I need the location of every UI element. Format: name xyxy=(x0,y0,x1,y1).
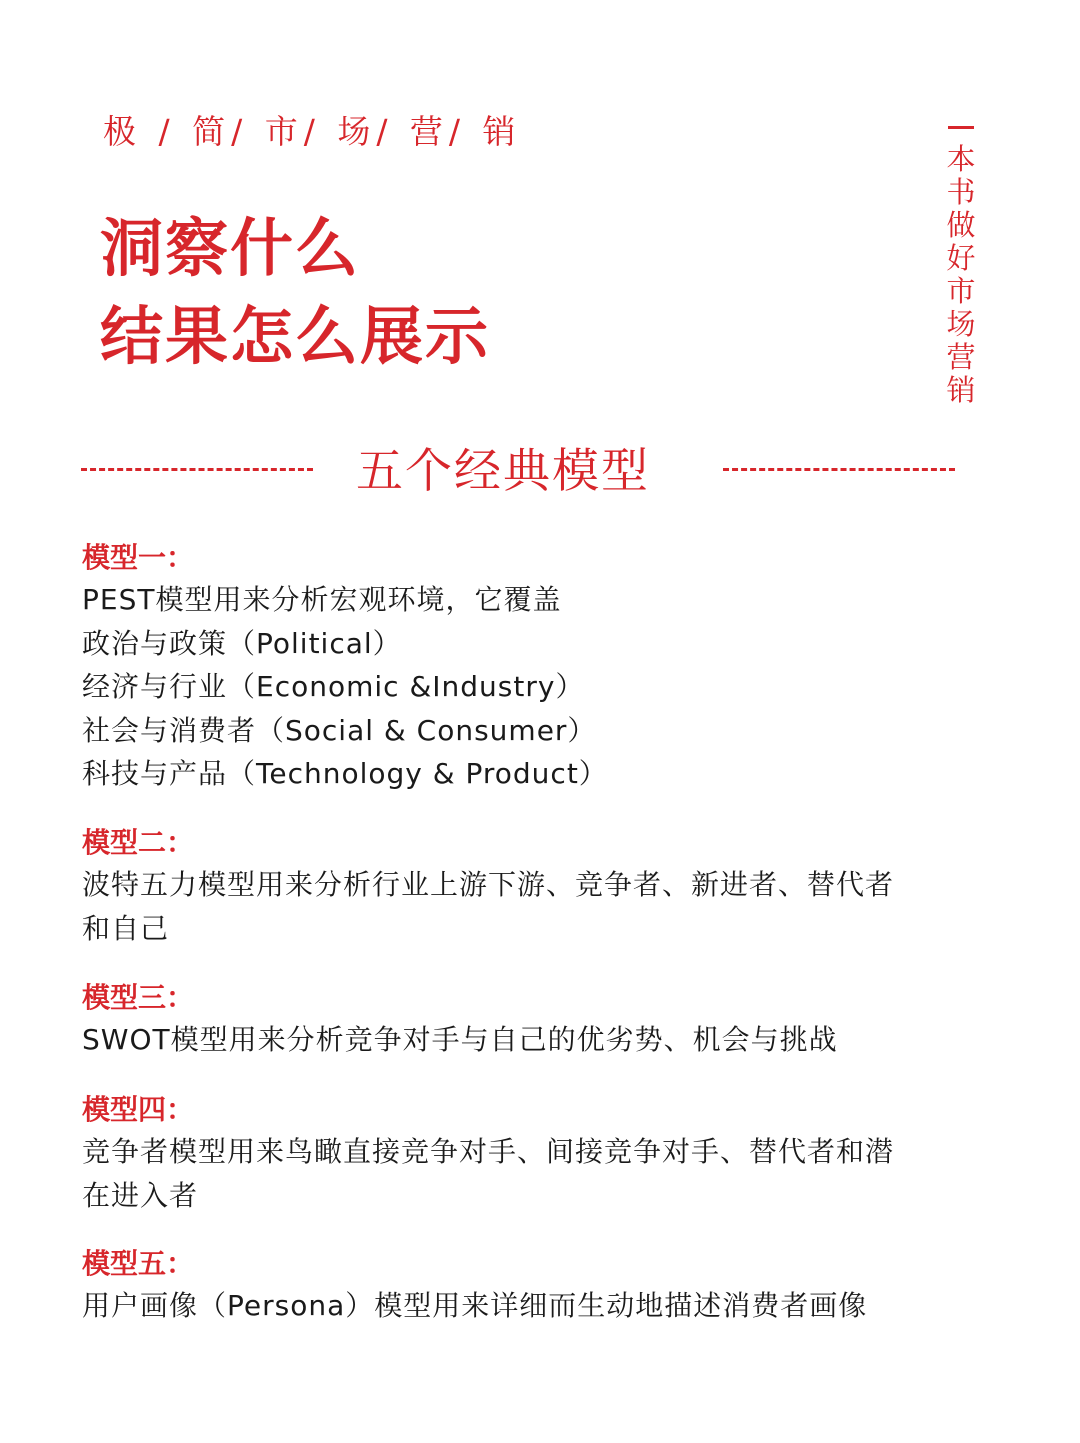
headline-line-2: 结果怎么展示 xyxy=(100,300,490,373)
headline-line-1: 洞察什么 xyxy=(100,212,360,285)
model-block-3 xyxy=(82,978,1002,1062)
model-text-line: SWOT模型用来分析竞争对手与自己的优劣势、机会与挑战 xyxy=(82,1023,838,1056)
tagline-char: 市 xyxy=(946,274,976,308)
model-block-2 xyxy=(82,823,1002,950)
model-heading: 模型四： xyxy=(82,1093,195,1126)
model-block-4 xyxy=(82,1090,1002,1217)
section-header xyxy=(78,440,963,504)
model-heading: 模型二： xyxy=(82,826,195,859)
model-text-line: 政治与政策（Political） xyxy=(82,626,402,660)
model-text-line: 波特五力模型用来分析行业上游下游、竞争者、新进者、替代者 xyxy=(82,868,895,901)
model-heading: 模型一： xyxy=(82,541,195,574)
tagline-char: 做 xyxy=(946,208,976,242)
tagline-char: 本 xyxy=(946,142,976,176)
tagline-char: 场 xyxy=(946,307,976,341)
dashed-divider-left xyxy=(81,468,313,471)
vertical-tagline xyxy=(944,118,978,407)
model-text-line: 经济与行业（Economic &Industry） xyxy=(82,670,585,703)
model-block-1 xyxy=(82,538,1002,796)
model-block-5 xyxy=(82,1244,1002,1328)
headline xyxy=(100,205,490,381)
model-text-line: 科技与产品（Technology & Product） xyxy=(82,757,608,790)
model-text-line: 竞争者模型用来鸟瞰直接竞争对手、间接竞争对手、替代者和潜 xyxy=(82,1135,895,1168)
tagline-char: 好 xyxy=(946,241,976,275)
model-heading: 模型五： xyxy=(82,1247,195,1280)
model-text-line: 在进入者 xyxy=(82,1178,199,1212)
tagline-char: 书 xyxy=(946,175,976,209)
model-text-line: PEST模型用来分析宏观环境，它覆盖 xyxy=(82,583,562,616)
series-label: 极 / 简/ 市/ 场/ 营/ 销 xyxy=(103,112,522,151)
model-text-line: 用户画像（Persona）模型用来详细而生动地描述消费者画像 xyxy=(82,1289,868,1322)
section-title: 五个经典模型 xyxy=(356,444,650,499)
model-text-line: 社会与消费者（Social & Consumer） xyxy=(82,713,597,747)
tagline-dash xyxy=(948,126,974,129)
tagline-char: 营 xyxy=(946,340,976,374)
model-text-line: 和自己 xyxy=(82,911,170,945)
dashed-divider-right xyxy=(723,468,955,471)
model-heading: 模型三： xyxy=(82,981,195,1014)
tagline-char: 销 xyxy=(946,373,976,407)
